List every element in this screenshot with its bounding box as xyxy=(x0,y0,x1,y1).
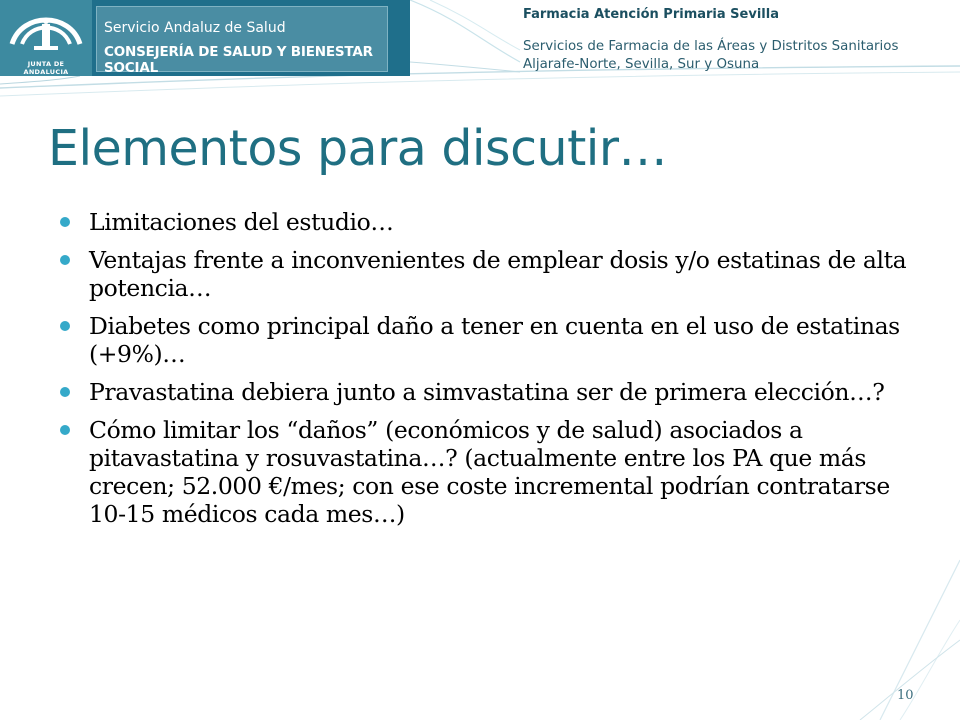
bullet-dot-icon xyxy=(60,387,70,397)
bullet-text: Pravastatina debiera junto a simvastatina ser de primera elección…? xyxy=(89,378,885,406)
slide-title: Elementos para discutir… xyxy=(48,120,668,177)
bullet-list xyxy=(60,208,920,538)
ministry-name: CONSEJERÍA DE SALUD Y BIENESTAR SOCIAL xyxy=(104,44,373,76)
bullet-text: Cómo limitar los “daños” (económicos y de salud) asociados a pitavastatina y rosuvastatina…? (actualmente entre los PA que más crecen; 52.000 €/mes; con ese coste incremental podrían contratarse 10-15 médicos cada mes…) xyxy=(89,416,890,528)
header-services xyxy=(523,38,953,74)
junta-logo-block xyxy=(0,0,92,76)
bullet-item xyxy=(60,246,920,302)
bullet-dot-icon xyxy=(60,425,70,435)
bullet-item xyxy=(60,416,920,528)
bullet-item xyxy=(60,208,920,236)
bullet-text: Ventajas frente a inconvenientes de emplear dosis y/o estatinas de alta potencia… xyxy=(89,246,907,302)
logo-caption: JUNTA DE ANDALUCIA xyxy=(23,60,69,76)
bullet-dot-icon xyxy=(60,321,70,331)
junta-de-andalucia-emblem-icon xyxy=(8,4,84,60)
bullet-item xyxy=(60,378,920,406)
service-name: Servicio Andaluz de Salud xyxy=(104,20,286,36)
bullet-dot-icon xyxy=(60,255,70,265)
page-number: 10 xyxy=(897,688,914,703)
bullet-text: Limitaciones del estudio… xyxy=(89,208,394,236)
header-services-line1: Servicios de Farmacia de las Áreas y Distritos Sanitarios xyxy=(523,39,899,54)
header-organization: Farmacia Atención Primaria Sevilla xyxy=(523,7,779,22)
sas-logo-banner xyxy=(0,0,410,76)
bullet-dot-icon xyxy=(60,217,70,227)
bullet-item xyxy=(60,312,920,368)
header-services-line2: Aljarafe-Norte, Sevilla, Sur y Osuna xyxy=(523,57,760,72)
bullet-text: Diabetes como principal daño a tener en cuenta en el uso de estatinas (+9%)… xyxy=(89,312,900,368)
